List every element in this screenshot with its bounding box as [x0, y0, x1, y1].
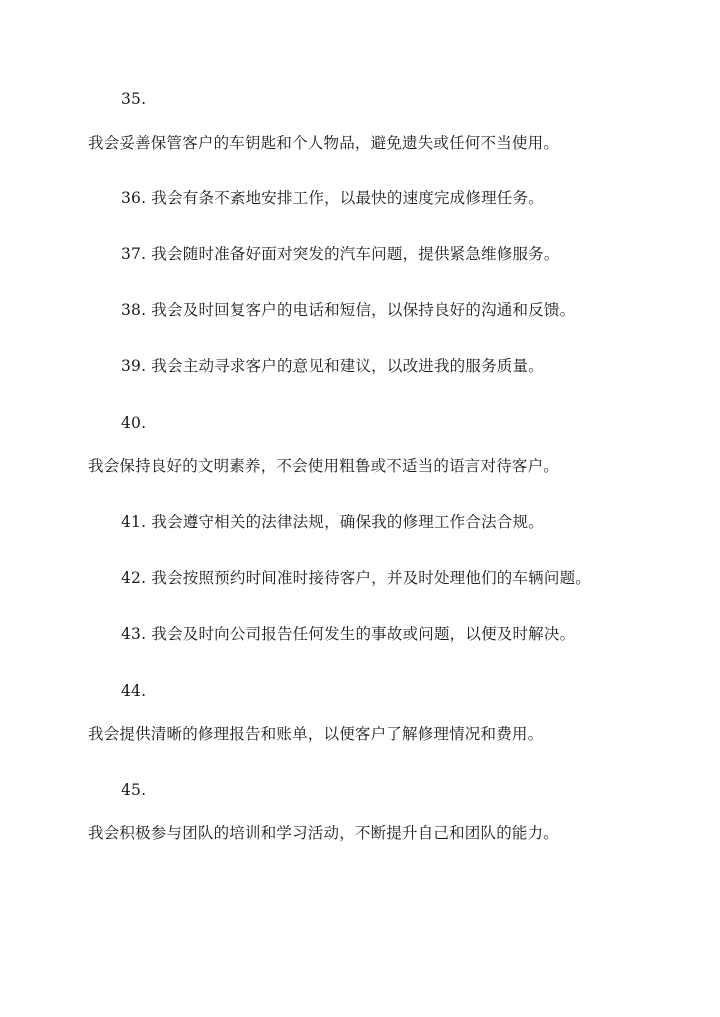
item-44-number: 44.	[121, 682, 147, 700]
item-40-text: 我会保持良好的文明素养，不会使用粗鲁或不适当的语言对待客户。	[88, 457, 560, 475]
item-45-number: 45.	[121, 781, 147, 799]
item-38: 38. 我会及时回复客户的电话和短信，以保持良好的沟通和反馈。	[121, 301, 576, 319]
item-35-text: 我会妥善保管客户的车钥匙和个人物品，避免遗失或任何不当使用。	[88, 134, 560, 152]
item-42: 42. 我会按照预约时间准时接待客户，并及时处理他们的车辆问题。	[121, 569, 591, 587]
item-44-text: 我会提供清晰的修理报告和账单，以便客户了解修理情况和费用。	[88, 725, 544, 743]
item-41: 41. 我会遵守相关的法律法规，确保我的修理工作合法合规。	[121, 513, 544, 531]
item-35-number: 35.	[121, 90, 147, 108]
item-45-text: 我会积极参与团队的培训和学习活动，不断提升自己和团队的能力。	[88, 824, 560, 842]
item-39: 39. 我会主动寻求客户的意见和建议，以改进我的服务质量。	[121, 357, 544, 375]
item-43: 43. 我会及时向公司报告任何发生的事故或问题，以便及时解决。	[121, 625, 576, 643]
item-37: 37. 我会随时准备好面对突发的汽车问题，提供紧急维修服务。	[121, 245, 560, 263]
item-40-number: 40.	[121, 414, 147, 432]
item-36: 36. 我会有条不紊地安排工作，以最快的速度完成修理任务。	[121, 189, 544, 207]
